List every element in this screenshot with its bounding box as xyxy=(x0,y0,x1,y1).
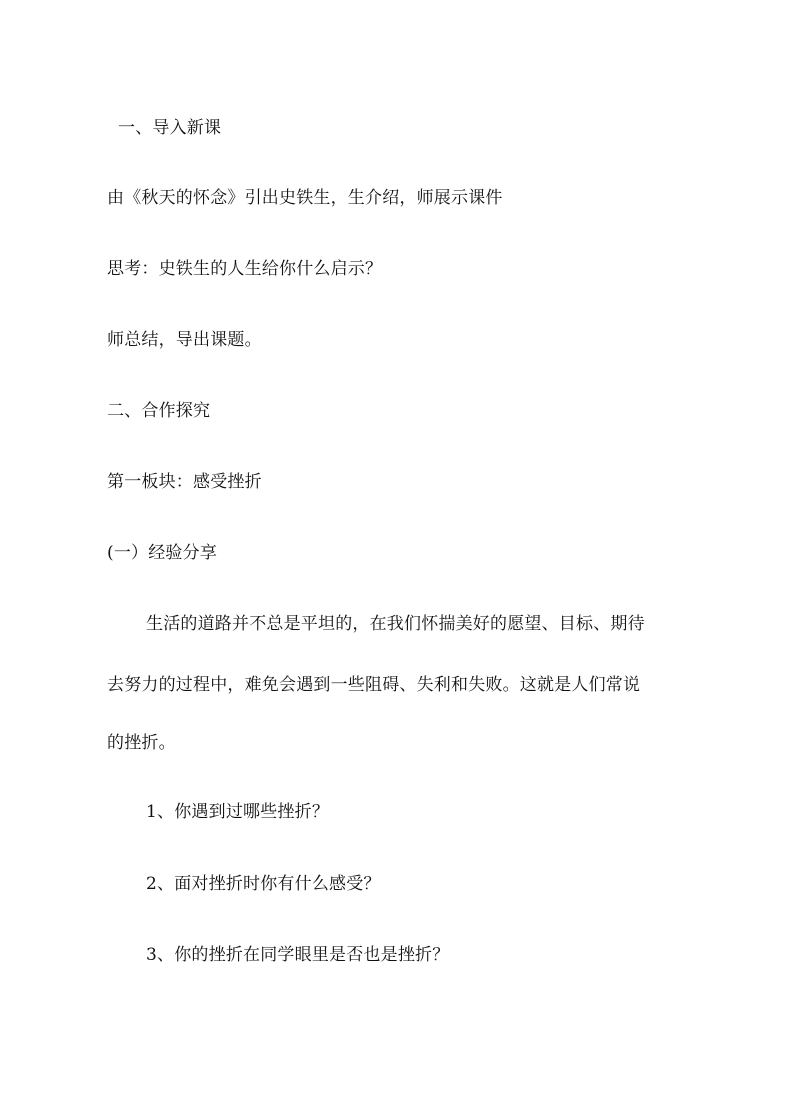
question-item: 1、你遇到过哪些挫折？ xyxy=(146,802,330,822)
sub-title: (一）经验分享 xyxy=(107,543,218,563)
intro-line-3: 师总结，导出课题。 xyxy=(107,330,262,350)
question-item: 2、面对挫折时你有什么感受？ xyxy=(146,874,381,894)
intro-line-1: 由《秋天的怀念》引出史铁生，生介绍，师展示课件 xyxy=(107,188,503,208)
section-title: 第一板块：感受挫折 xyxy=(107,472,262,492)
heading-cooperative-inquiry: 二、合作探究 xyxy=(107,401,211,421)
intro-line-2: 思考：史铁生的人生给你什么启示？ xyxy=(107,259,383,279)
paragraph-line: 生活的道路并不总是平坦的，在我们怀揣美好的愿望、目标、期待 xyxy=(146,614,645,634)
heading-import-lesson: 一、导入新课 xyxy=(118,118,222,138)
paragraph-line: 的挫折。 xyxy=(107,733,176,753)
question-item: 3、你的挫折在同学眼里是否也是挫折？ xyxy=(146,945,450,965)
paragraph-line: 去努力的过程中，难免会遇到一些阻碍、失利和失败。这就是人们常说 xyxy=(107,675,641,695)
